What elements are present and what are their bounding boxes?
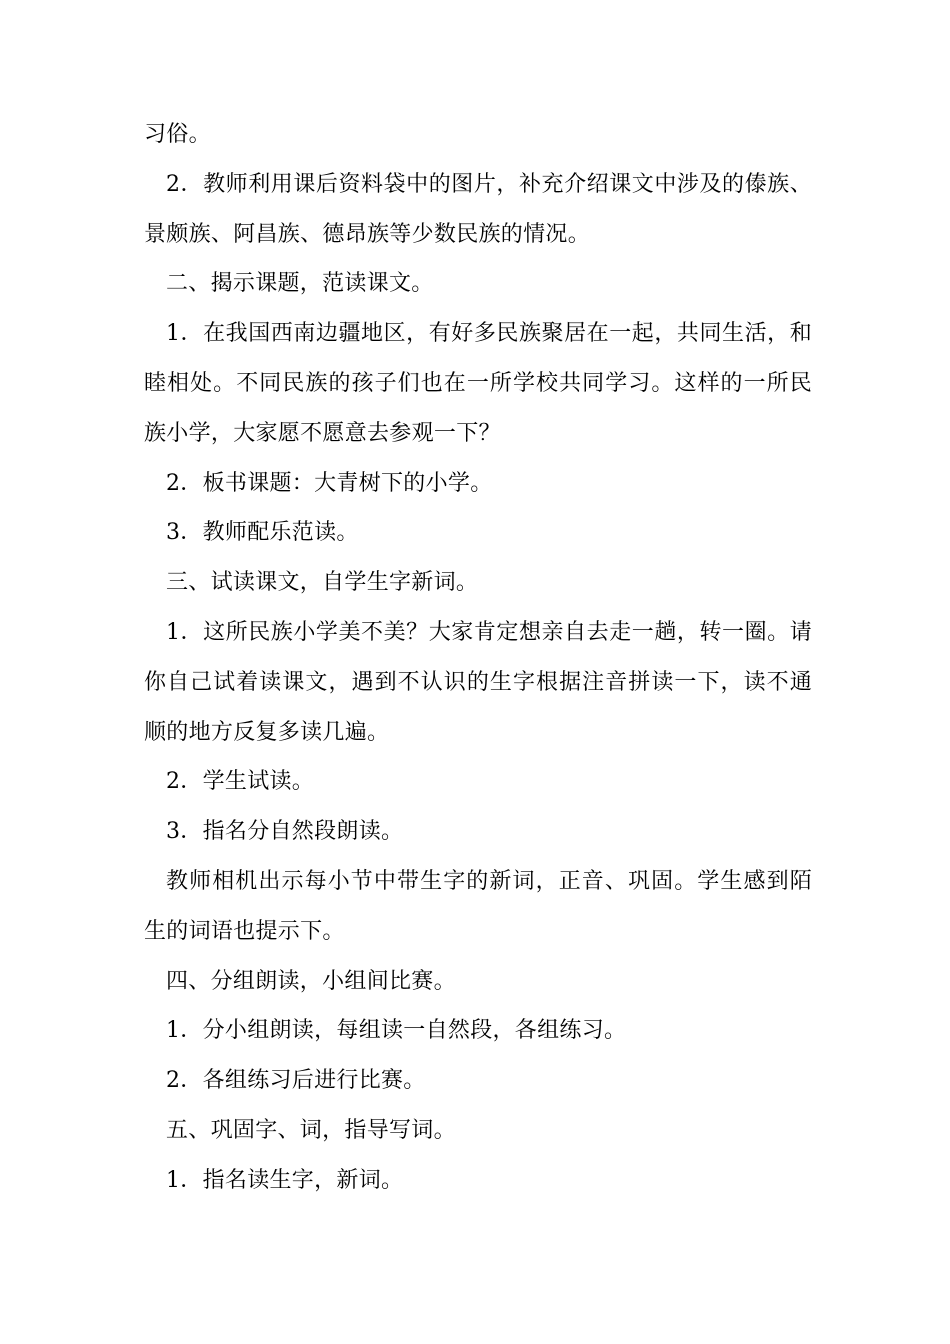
section-heading-3: 三、试读课文，自学生字新词。 (166, 570, 479, 596)
paragraph-9: 2．学生试读。 (166, 769, 315, 795)
paragraph-1: 习俗。 (144, 122, 211, 147)
paragraph-6: 3．教师配乐范读。 (166, 520, 359, 546)
section-heading-2: 二、揭示课题，范读课文。 (166, 271, 434, 297)
paragraph-16: 1．指名读生字，新词。 (166, 1167, 404, 1193)
paragraph-8: 1．这所民族小学美不美？大家肯定想亲自去走一趟，转一圈。请你自己试着读课文，遇到不认识的生字根据注音拼读一下，读不通顺的地方反复多读几遍。 (144, 619, 812, 745)
paragraph-5: 2．板书课题：大青树下的小学。 (166, 470, 493, 496)
paragraph-13: 1．分小组朗读，每组读一自然段，各组练习。 (166, 1018, 627, 1044)
paragraph-4: 1．在我国西南边疆地区，有好多民族聚居在一起，共同生活，和睦相处。不同民族的孩子们也在一所学校共同学习。这样的一所民族小学，大家愿不愿意去参观一下？ (144, 321, 812, 446)
paragraph-10: 3．指名分自然段朗读。 (166, 819, 404, 845)
paragraph-11: 教师相机出示每小节中带生字的新词，正音、巩固。学生感到陌生的词语也提示下。 (144, 868, 812, 944)
document-body (144, 110, 812, 1206)
paragraph-2: 2．教师利用课后资料袋中的图片，补充介绍课文中涉及的傣族、景颇族、阿昌族、德昂族等少数民族的情况。 (144, 171, 812, 247)
paragraph-14: 2．各组练习后进行比赛。 (166, 1068, 426, 1094)
section-heading-4: 四、分组朗读，小组间比赛。 (166, 968, 456, 994)
section-heading-5: 五、巩固字、词，指导写词。 (166, 1117, 456, 1143)
